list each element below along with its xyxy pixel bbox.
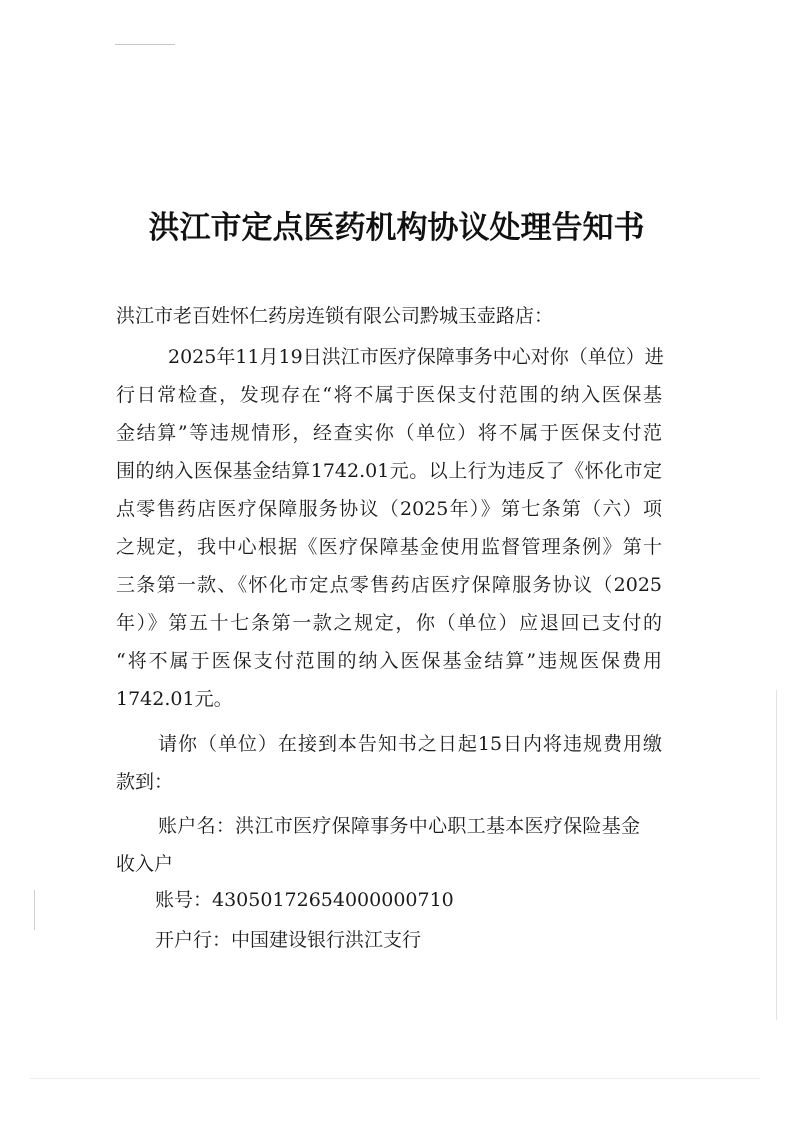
scan-mark — [776, 690, 777, 1020]
body-line: 三条第一款、《怀化市定点零售药店医疗保障服务协议（2025 — [116, 574, 662, 596]
body-line: 金结算”等违规情形，经查实你（单位）将不属于医保支付范 — [116, 422, 662, 444]
payment-request-line: 款到： — [116, 771, 174, 793]
scan-mark — [34, 890, 35, 930]
body-line: 年）》第五十七条第一款之规定，你（单位）应退回已支付的 — [116, 612, 662, 634]
body-line: 围的纳入医保基金结算1742.01元。以上行为违反了《怀化市定 — [116, 460, 662, 482]
account-name-line: 收入户 — [116, 853, 174, 875]
document-title: 洪江市定点医药机构协议处理告知书 — [148, 210, 645, 246]
body-line: 1742.01元。 — [116, 688, 233, 710]
body-line: 之规定，我中心根据《医疗保障基金使用监督管理条例》第十 — [116, 536, 662, 558]
payment-request-line: 请你（单位）在接到本告知书之日起15日内将违规费用缴 — [158, 733, 662, 755]
scan-mark — [30, 1078, 760, 1079]
body-line: 点零售药店医疗保障服务协议（2025年）》第七条第（六）项 — [116, 498, 662, 520]
body-line: “将不属于医保支付范围的纳入医保基金结算”违规医保费用 — [116, 650, 662, 672]
body-line: 行日常检查，发现存在“将不属于医保支付范围的纳入医保基 — [116, 384, 662, 406]
body-line: 2025年11月19日洪江市医疗保障事务中心对你（单位）进 — [168, 346, 664, 368]
bank-name: 开户行：中国建设银行洪江支行 — [155, 929, 422, 951]
scan-mark — [115, 44, 175, 45]
addressee: 洪江市老百姓怀仁药房连锁有限公司黔城玉壶路店： — [116, 305, 554, 327]
account-number: 账号：43050172654000000710 — [155, 889, 454, 911]
account-name-line: 账户名：洪江市医疗保障事务中心职工基本医疗保险基金 — [158, 815, 640, 837]
